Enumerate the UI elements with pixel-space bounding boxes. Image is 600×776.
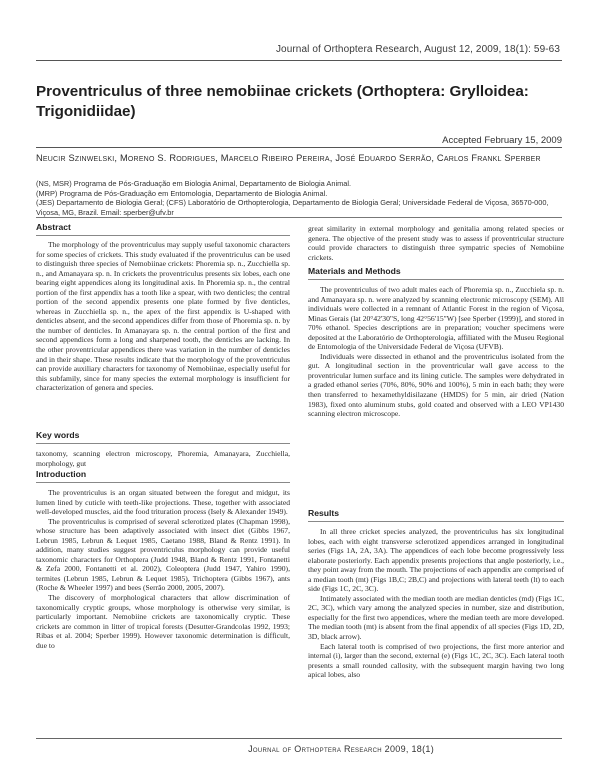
abstract-rule bbox=[36, 235, 290, 236]
introduction-heading: Introduction bbox=[36, 469, 87, 479]
page-footer: Journal of Orthoptera Research 2009, 18(1) bbox=[248, 744, 434, 754]
affiliations bbox=[36, 179, 564, 217]
methods-paragraph-2: Individuals were dissected in ethanol and the proventriculus isolated from the gut. A longitudinal section in the proventricular wall gave access to the proventricular lumen surface and its lining cuticle. The samples were dehydrated in a graded ethanol series (70%, 80%, 90% and 100%), 5 min in each bath; they were then transferred to hexamethyldisilazane (HMDS) for 5 min, air dried (Nation 1983), fixed onto aluminum stubs, gold coated and observed with a LEO VP1430 scanning electron microscope. bbox=[308, 351, 564, 419]
affiliation-rule bbox=[36, 217, 562, 218]
introduction-body bbox=[36, 488, 290, 650]
methods-paragraph-1: The proventriculus of two adult males each of Phoremia sp. n., Zucchiela sp. n. and Amanayara sp. n. were analyzed by scanning electronic microscopy (SEM). All individuals were collected in a remnant of Atlantic Forest in the region of Viçosa, Minas Gerais (lat 20°42'30"S, long 42°56'15"W) [see Sperber (1999)], and stored in 70% ethanol. Species descriptions are in preparation; voucher specimens were deposited at the Laboratório de Orthopterologia, affiliated with the Museu Regional de Entomologia of the Universidade Federal de Viçosa (UFVB). bbox=[308, 285, 564, 352]
accepted-date: Accepted February 15, 2009 bbox=[442, 135, 562, 146]
intro-continued-text: great similarity in external morphology and genitalia among related species or genera. The objective of the present study was to assess if proventricular structure could provide characters to distinguish three sympatric species of Nemobiine crickets. bbox=[308, 224, 564, 262]
intro-paragraph-1: The proventriculus is an organ situated between the foregut and midgut, its lumen lined by cuticle with teeth-like projections. These, together with associated well-developed muscles, aid the food trituration process (Isely & Alexander 1949). bbox=[36, 488, 290, 517]
keywords-body bbox=[36, 449, 290, 468]
author-list: Neucir Szinwelski, Moreno S. Rodrigues, Marcelo Ribeiro Pereira, José Eduardo Serrão, Carlos Frankl Sperber bbox=[36, 153, 541, 163]
introduction-continued bbox=[308, 224, 564, 262]
results-paragraph-3: Each lateral tooth is comprised of two projections, the first more anterior and internal (i), larger than the second, external (e) (Figs 1C, 2C, 3C). Each lateral tooth presents a small rounded callosity, with the subsequent margin having two long apical lobes, also bbox=[308, 641, 564, 680]
keywords-heading: Key words bbox=[36, 430, 80, 440]
footer-rule bbox=[36, 738, 562, 739]
keywords-text: taxonomy, scanning electron microscopy, Phoremia, Amanayara, Zucchiella, morphology, gut bbox=[36, 449, 290, 468]
abstract-text: The morphology of the proventriculus may supply useful taxonomic characters for some species of crickets. This study evaluated if the proventriculus can be used to distinguish three species of Nemobiinae crickets: Phoremia sp. n., Zucchiella sp. n., and Amanayara sp. n. In crickets the proventriculus presents six lobes, each one bearing eight appendices along its longitudinal axis. In Phoremia sp. n., the central portion of the first appendix has a tooth like a spear, with two denticles; the central portion of the second appendix presents one plate formed by five denticles, whereas in Zucchiella sp. n., the apex of the first appendix is U-shaped with denticles absent, and the second appendices differ from those of Phoremia sp. n. by the number of denticles. In Amanayara sp. n. the central portion of the first and second appendices form a long and sharpened tooth, the denticles are lacking. In the other proventricular appendices there was variation in the number of denticles and in their shape. These results indicate that the morphology of the proventriculus can provide auxiliary characters for taxonomy of Nemobiinae, especially useful for this subfamily, since for many species the external morphology is insufficient for characterization of genera and species. bbox=[36, 240, 290, 393]
results-body bbox=[308, 527, 564, 680]
methods-heading: Materials and Methods bbox=[308, 266, 401, 276]
methods-rule bbox=[308, 279, 564, 280]
title-rule bbox=[36, 147, 562, 148]
abstract-body bbox=[36, 240, 290, 393]
affiliation-line: (NS, MSR) Programa de Pós-Graduação em Biologia Animal, Departamento de Biologia Animal. bbox=[36, 179, 352, 188]
intro-paragraph-3: The discovery of morphological characters that allow discrimination of taxonomically cryptic groups, whose morphology is otherwise very similar, is particularly important. Nemobiine crickets are taxonomically cryptic. These crickets are common in litter of tropical forests (Desutter-Grandcolas 1992, 1993; Ribas et al. 2004; Sperber 1999). However taxonomic determination is difficult, due to bbox=[36, 593, 290, 650]
running-header: Journal of Orthoptera Research, August 12, 2009, 18(1): 59-63 bbox=[275, 44, 560, 55]
results-rule bbox=[308, 521, 564, 522]
abstract-heading: Abstract bbox=[36, 222, 71, 232]
intro-paragraph-2: The proventriculus is comprised of several sclerotized plates (Chapman 1998), whose structure has been adaptively associated with insect diet (Gibbs 1967, Lebrun 1985, Lebrun & Lequet 1985, Caetano 1988, Bland & Rentz 1991). In addition, many studies suggest proventriculus morphology can provide useful taxonomic characters for Orthoptera (Judd 1948, Bland & Rentz 1991, Fontanetti & Zefa 2000, Fontanetti et al. 2002), Coleoptera (Judd 1947, Yahiro 1990), termites (Lebrun 1985, Lebrun & Lequet 1985), Trichoptera (Gibbs 1967), ants (Roche & Wheeler 1997) and bees (Serrão 2000, 2005, 2007). bbox=[36, 516, 290, 593]
methods-body bbox=[308, 285, 564, 419]
article-title: Proventriculus of three nemobiinae crickets (Orthoptera: Grylloidea: Trigonidiidae) bbox=[36, 83, 529, 120]
affiliation-line: (MRP) Programa de Pós-Graduação em Entomologia, Departamento de Biologia Animal. bbox=[36, 188, 328, 198]
introduction-rule bbox=[36, 482, 290, 483]
results-paragraph-1: In all three cricket species analyzed, the proventriculus has six longitudinal lobes, each with eight transverse sclerotized appendices arranged in longitudinal series (Figs 1A, 2A, 3A). The appendices of each lobe become progressively less elaborate posteriorly. Each appendix presents projections that angle posteriorly, i.e., they point away from the mouth. The projections of each appendix are comprised of a median tooth (mt) (Figs 1B,C; 2B,C) and projections with lateral teeth (lt) to each side (Figs 1C, 2C, 3C). bbox=[308, 527, 564, 594]
keywords-rule bbox=[36, 443, 290, 444]
header-rule bbox=[36, 60, 562, 61]
affiliation-line: (JES) Departamento de Biologia Geral; (CFS) Laboratório de Orthopterologia, Departamento de Biologia Geral; Universidade Federal de Viçosa, 36570-000, Viçosa, MG, Brazil. Email: sperber@ufv.br bbox=[36, 198, 549, 217]
results-paragraph-2: Intimately associated with the median tooth are median denticles (md) (Figs 1C, 2C, 3C), which vary among the analyzed species in number, size and distribution, especially for the first two appendices, where the median teeth are more developed. The median tooth (mt) is absent from the final appendix of all species (Figs 1D, 2D, 3D, black arrow). bbox=[308, 593, 564, 642]
results-heading: Results bbox=[308, 508, 340, 518]
